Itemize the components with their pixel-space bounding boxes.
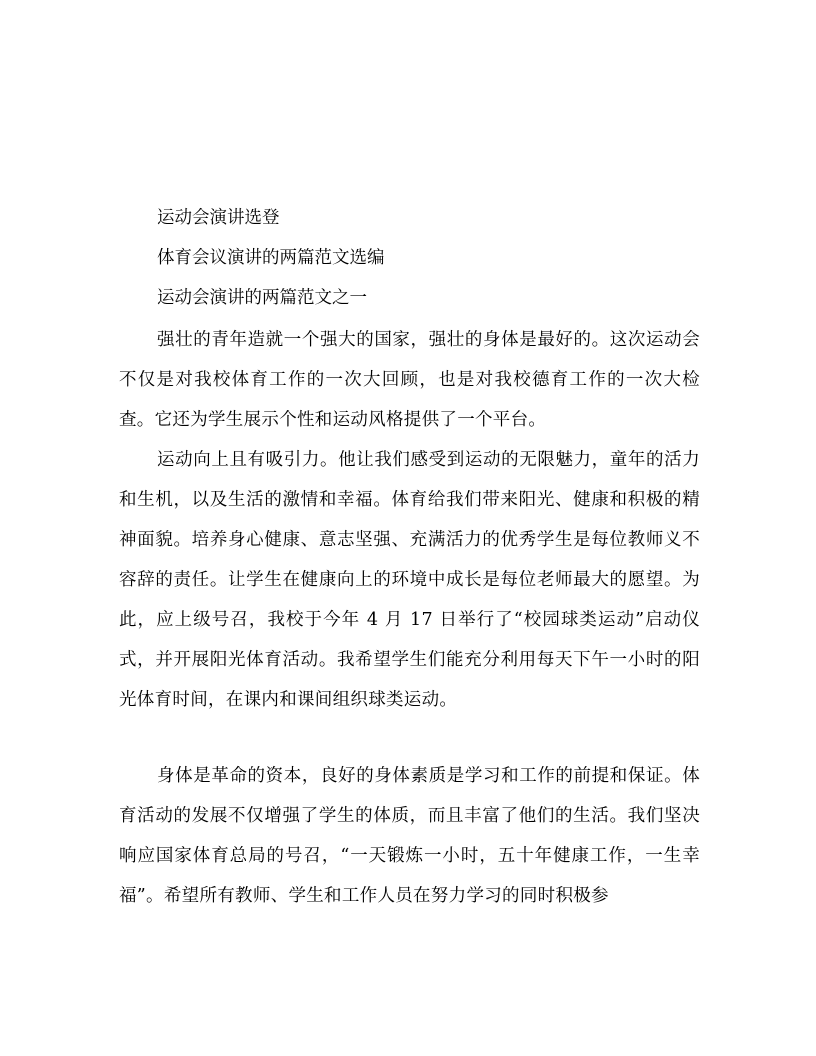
paragraph-3: 身体是革命的资本，良好的身体素质是学习和工作的前提和保证。体育活动的发展不仅增强了学生的体质，而且丰富了他们的生活。我们坚决响应国家体育总局的号召，“一天锻炼一小时，五十年健康工作，一生幸福”。希望所有教师、学生和工作人员在努力学习的同时积极参 (119, 766, 700, 906)
paragraph-spacer (119, 720, 700, 756)
paragraph-1: 强壮的青年造就一个强大的国家，强壮的身体是最好的。这次运动会不仅是对我校体育工作的一次大回顾，也是对我校德育工作的一次大检查。它还为学生展示个性和运动风格提供了一个平台。 (119, 330, 700, 430)
document-subtitle: 体育会议演讲的两篇范文选编 (157, 248, 385, 268)
document-title: 运动会演讲选登 (157, 208, 280, 228)
document-body (119, 200, 700, 916)
paragraph-2: 运动向上且有吸引力。他让我们感受到运动的无限魅力，童年的活力和生机，以及生活的激情和幸福。体育给我们带来阳光、健康和积极的精神面貌。培养身心健康、意志坚强、充满活力的优秀学生是每位教师义不容辞的责任。让学生在健康向上的环境中成长是每位老师最大的愿望。为此，应上级号召，我校于今年 4 月 17 日举行了“校园球类运动”启动仪式，并开展阳光体育活动。我希望学生们能充分利用每天下午一小时的阳光体育时间，在课内和课间组织球类运动。 (119, 450, 700, 710)
section-heading: 运动会演讲的两篇范文之一 (157, 288, 367, 308)
